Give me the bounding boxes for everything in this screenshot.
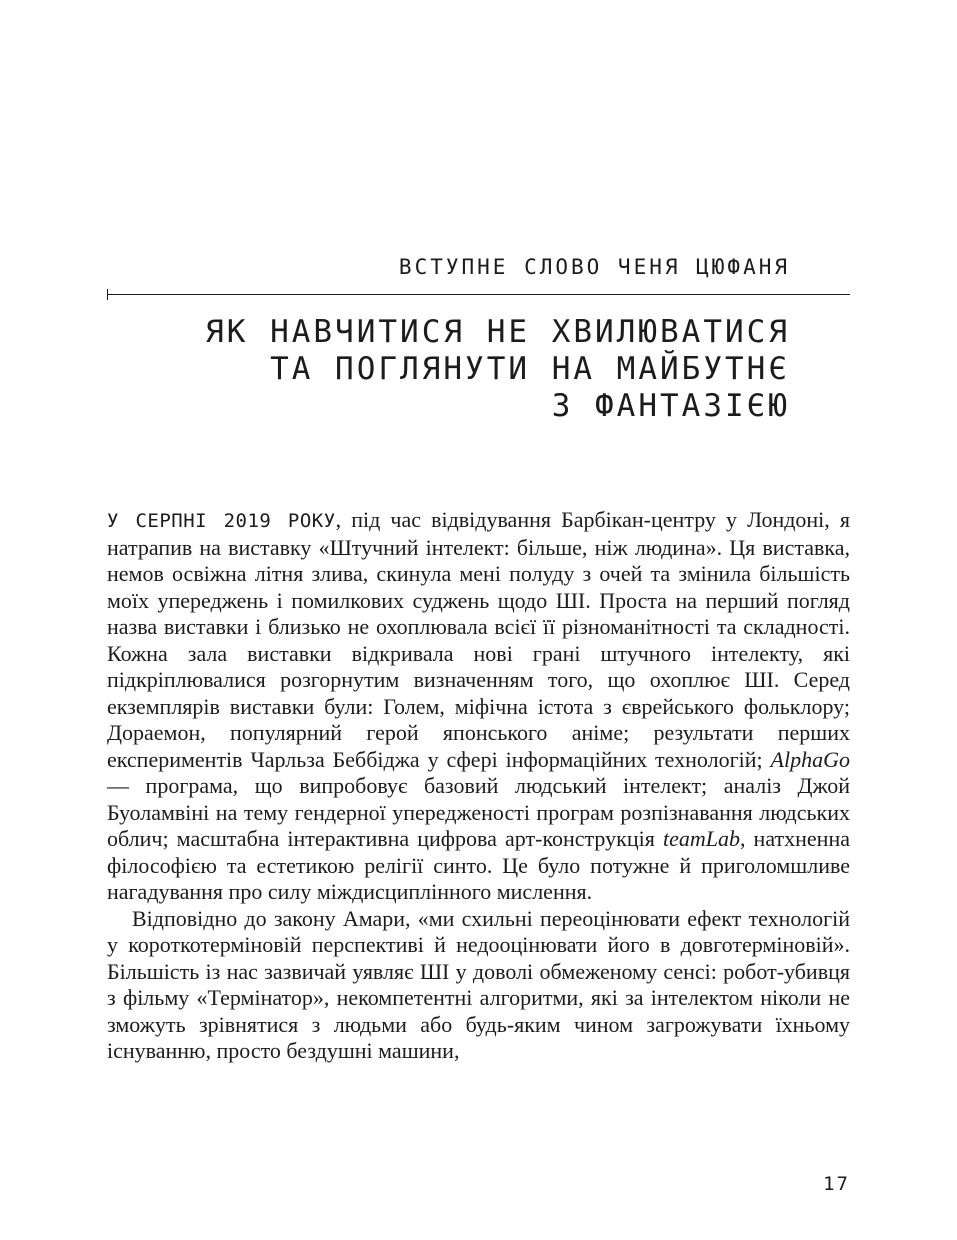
chapter-kicker: ВСТУПНЕ СЛОВО ЧЕНЯ ЦЮФАНЯ — [398, 255, 790, 279]
paragraph-1-text-a: , під час відвідування Барбікан-центру у Лондоні, я натрапив на виставку «Штучний інтелект: більше, ніж людина». Ця виставка, немов освіжна літня злива, скинула мені полуду з очей та змінила більшість моїх упереджень і помилкових суджень щодо ШІ. Проста на перший погляд назва виставки і близько не охоплювала всієї її різноманітності та складності. Кожна зала виставки відкривала нові грані штучного інтелекту, які підкріплювалися розгорнутим визначенням того, що охоплює ШІ. Серед екземплярів виставки були: Голем, міфічна істота з єврейського фольклору; Дораемон, популярний герой японського аніме; результати перших експериментів Чарльза Беббіджа у сфері інформаційних технологій; — [107, 507, 850, 772]
paragraph-1-text-b: — програма, що випробовує базовий людський інтелект; аналіз Джой Буоламвіні на тему гендерної упередженості програм розпізнавання людських облич; масштабна інтерактивна цифрова арт-конструкція — [107, 773, 850, 851]
chapter-title-line-1: ЯК НАВЧИТИСЯ НЕ ХВИЛЮВАТИСЯ — [205, 314, 790, 350]
chapter-title-line-2: ТА ПОГЛЯНУТИ НА МАЙБУТНЄ — [270, 351, 790, 387]
page-number: 17 — [823, 1173, 850, 1195]
chapter-title — [205, 314, 790, 425]
paragraph-1 — [107, 507, 850, 906]
chapter-title-line-3: З ФАНТАЗІЄЮ — [551, 388, 790, 424]
paragraph-2: Відповідно до закону Амари, «ми схильні переоцінювати ефект технологій у короткотерміновій перспективі й недооцінювати його в довготерміновій». Більшість із нас зазвичай уявляє ШІ у доволі обмеженому сенсі: робот-убивця з фільму «Термінатор», некомпетентні алгоритми, які за інтелектом ніколи не зможуть зрівнятися з людьми або будь-яким чином загрожувати їхньому існуванню, просто бездушні машини, — [107, 905, 850, 1063]
header-rule — [107, 294, 850, 295]
lead-in: У СЕРПНІ 2019 РОКУ — [107, 510, 336, 532]
italic-alphago: AlphaGo — [770, 746, 850, 772]
italic-teamlab: teamLab — [662, 826, 740, 851]
paragraph-1-text-c: , натхненна філософією та естетикою релігії синто. Це було потужне й приголомшливе нагадування про силу міждисциплінного мислення. — [107, 826, 850, 904]
body-text — [107, 507, 850, 1065]
